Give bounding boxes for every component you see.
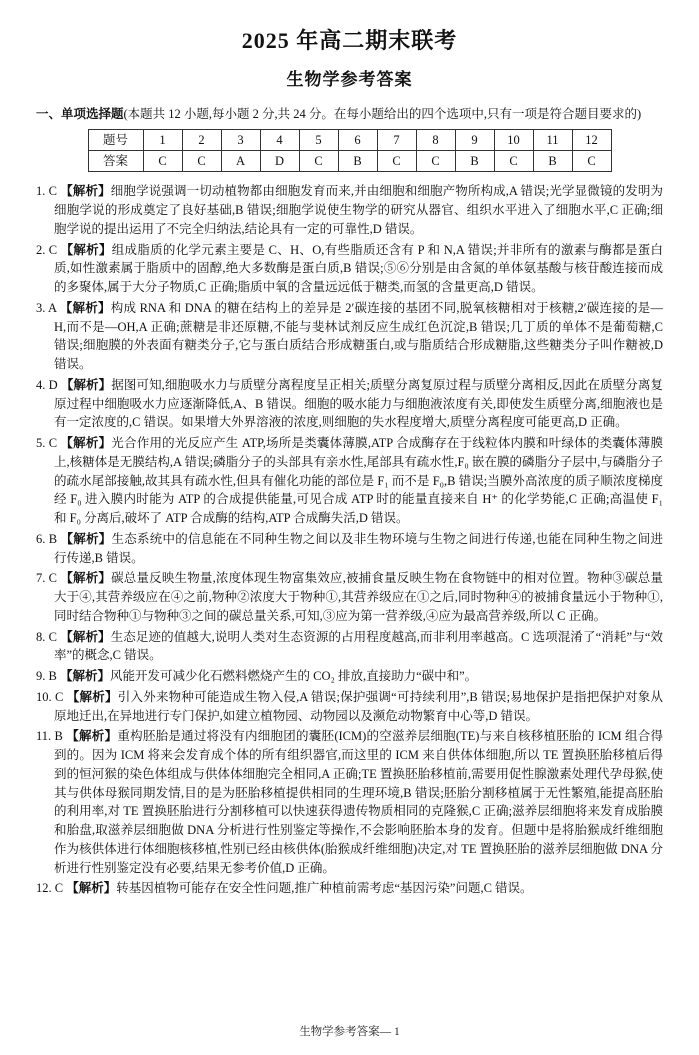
- explanation-item: [36, 879, 663, 898]
- explanation-text: 风能开发可减少化石燃料燃烧产生的 CO₂ 排放,直接助力“碳中和”。: [109, 669, 478, 683]
- answer-cell: B: [338, 151, 377, 172]
- question-number-cell: 11: [533, 130, 572, 151]
- answer-row: [88, 151, 611, 172]
- section-heading-note: (本题共 12 小题,每小题 2 分,共 24 分。在每小题给出的四个选项中,只有一项是符合题目要求的): [123, 106, 642, 121]
- explanation-item: [36, 628, 663, 666]
- explanation-text: 组成脂质的化学元素主要是 C、H、O,有些脂质还含有 P 和 N,A 错误;并非所有的激素与酶都是蛋白质,如性激素属于脂质中的固醇,绝大多数酶是蛋白质,B 错误;⑤⑥分别是由含氮的单体氨基酸与核苷酸连接而成的多聚体,属于大分子物质,C 正确;脂质中氧的含量远远低于糖类,而氢的含量更高,D 错误。: [54, 242, 663, 294]
- question-number-cell: 8: [416, 130, 455, 151]
- explanation-text: 生态系统中的信息能在不同种生物之间以及非生物环境与生物之间进行传递,也能在同种生物之间进行传递,B 错误。: [54, 531, 663, 565]
- explanation-number-answer: 9. B: [36, 669, 60, 683]
- analysis-label: 【解析】: [60, 571, 112, 586]
- answer-cell: B: [455, 151, 494, 172]
- analysis-label: 【解析】: [60, 531, 112, 546]
- answer-cell: A: [221, 151, 260, 172]
- question-number-cell: 3: [221, 130, 260, 151]
- explanation-item: [36, 569, 663, 625]
- explanation-item: [36, 182, 663, 238]
- explanation-number-answer: 6. B: [36, 531, 61, 546]
- answer-cell: C: [182, 151, 221, 172]
- explanation-number-answer: 8. C: [36, 629, 61, 644]
- analysis-label: 【解析】: [60, 436, 112, 450]
- question-number-cell: 1: [143, 130, 182, 151]
- row-header-cell: 答案: [88, 151, 143, 172]
- analysis-label: 【解析】: [60, 629, 111, 644]
- question-number-cell: 5: [299, 130, 338, 151]
- explanation-number-answer: 3. A: [36, 300, 60, 315]
- explanations-list: [36, 182, 663, 898]
- doc-title: 2025 年高二期末联考: [241, 28, 458, 53]
- doc-subtitle: 生物学参考答案: [286, 70, 413, 89]
- row-header-cell: 题号: [88, 130, 143, 151]
- question-number-cell: 10: [494, 130, 533, 151]
- analysis-label: 【解析】: [60, 377, 112, 392]
- analysis-label: 【解析】: [59, 300, 111, 315]
- question-number-cell: 6: [338, 130, 377, 151]
- explanation-number-answer: 11. B: [36, 729, 67, 744]
- section-heading: [36, 105, 663, 124]
- explanation-text: 构成 RNA 和 DNA 的糖在结构上的差异是 2′碳连接的基团不同,脱氧核糖相对于核糖,2′碳连接的是—H,而不是—OH,A 正确;蔗糖是非还原糖,不能与斐林试剂反应生成红色沉淀,B 错误;几丁质的单体不是葡萄糖,C 错误;细胞膜的外表面有糖类分子,它与蛋白质结合形成糖蛋白,或与脂质结合形成糖脂,这些糖类分子叫作糖被,D 错误。: [54, 300, 663, 371]
- answer-cell: C: [572, 151, 611, 172]
- answer-cell: C: [143, 151, 182, 172]
- answer-cell: C: [494, 151, 533, 172]
- answer-cell: C: [377, 151, 416, 172]
- question-number-cell: 9: [455, 130, 494, 151]
- explanation-number-answer: 1. C: [36, 184, 61, 199]
- explanation-item: [36, 688, 663, 726]
- explanation-number-answer: 5. C: [36, 436, 61, 450]
- explanation-item: [36, 727, 663, 877]
- question-number-cell: 12: [572, 130, 611, 151]
- question-number-cell: 4: [260, 130, 299, 151]
- explanation-item: [36, 667, 663, 686]
- analysis-label: 【解析】: [66, 689, 118, 704]
- explanation-text: 引入外来物种可能造成生物入侵,A 错误;保护强调“可持续利用”,B 错误;易地保护是指把保护对象从原地迁出,在异地进行专门保护,如建立植物园、动物园以及濒危动物繁育中心等,D 错误。: [54, 689, 663, 723]
- explanation-item: [36, 376, 663, 432]
- question-number-cell: 7: [377, 130, 416, 151]
- answer-table: [88, 129, 612, 172]
- page-footer-text: 生物学参考答案— 1: [299, 1025, 400, 1038]
- section-heading-label: 一、单项选择题: [36, 106, 124, 121]
- answer-cell: C: [299, 151, 338, 172]
- explanation-text: 生态足迹的值越大,说明人类对生态资源的占用程度越高,而非利用率越高。C 选项混淆了“消耗”与“效率”的概念,C 错误。: [54, 629, 663, 663]
- explanation-number-answer: 4. D: [36, 377, 61, 392]
- page-footer: [0, 1024, 699, 1041]
- explanation-item: [36, 530, 663, 568]
- explanation-item: [36, 434, 663, 528]
- analysis-label: 【解析】: [59, 669, 110, 683]
- answer-cell: C: [416, 151, 455, 172]
- answer-cell: D: [260, 151, 299, 172]
- analysis-label: 【解析】: [60, 242, 112, 257]
- explanation-text: 光合作用的光反应产生 ATP,场所是类囊体薄膜,ATP 合成酶存在于线粒体内膜和叶绿体的类囊体薄膜上,核糖体是无膜结构,A 错误;磷脂分子的头部具有亲水性,尾部具有疏水性,F₀ 嵌在膜的磷脂分子层中,与磷脂分子的疏水尾部接触,故其具有疏水性,但具有催化功能的部位是 F₁ 而不是 F₀,B 错误;当膜外高浓度的质子顺浓度梯度经 F₀ 进入膜内时能为 ATP 的合成提供能量,可见合成 ATP 时的能量直接来自 H⁺ 的化学势能,C 正确;高温使 F₁ 和 F₀ 分离后,破坏了 ATP 合成酶的结构,ATP 合成酶失活,D 错误。: [54, 436, 663, 525]
- analysis-label: 【解析】: [60, 184, 111, 199]
- explanation-item: [36, 241, 663, 297]
- explanation-text: 碳总量反映生物量,浓度体现生物富集效应,被捕食量反映生物在食物链中的相对位置。物种③碳总量大于④,其营养级应在④之前,物种②浓度大于物种①,其营养级应在①之后,同时物种④的被捕食量远小于物种①,同时结合物种①与物种③之间的碳总量关系,可知,③应为第一营养级,④应为最高营养级,所以 C 正确。: [54, 571, 663, 623]
- explanation-number-answer: 7. C: [36, 571, 61, 586]
- analysis-label: 【解析】: [66, 881, 117, 896]
- explanation-text: 重构胚胎是通过将没有内细胞团的囊胚(ICM)的空滋养层细胞(TE)与来自核移植胚胎的 ICM 组合得到的。因为 ICM 将来会发育成个体的所有组织器官,而这里的 ICM 来自供体体细胞,所以 TE 置换胚胎移植后得到的恒河猴的染色体组成与供体体细胞完全相同,A 正确;TE 置换胚胎移植前,需要用促性腺激素处理代孕母猴,使其与供体母猴同期发情,目的是为胚胎移植提供相同的生理环境,B 错误;胚胎分割移植属于无性繁殖,能提高胚胎的利用率,对 TE 置换胚胎进行分割移植可以快速获得遗传物质相同的克隆猴,C 正确;滋养层细胞将来发育成胎膜和胎盘,取滋养层细胞做 DNA 分析进行性别鉴定等操作,不会影响胚胎本身的发育。但题中是将胎猴成纤维细胞作为核供体进行体细胞核移植,性别已经由核供体(胎猴成纤维细胞)决定,对 TE 置换胚胎的滋养层细胞做 DNA 分析进行性别鉴定没有必要,结果无参考价值,D 正确。: [54, 729, 663, 875]
- explanation-number-answer: 12. C: [36, 881, 67, 896]
- answer-cell: B: [533, 151, 572, 172]
- question-number-cell: 2: [182, 130, 221, 151]
- explanation-item: [36, 299, 663, 374]
- analysis-label: 【解析】: [66, 729, 118, 744]
- explanation-number-answer: 10. C: [36, 689, 67, 704]
- question-number-row: [88, 130, 611, 151]
- explanation-text: 转基因植物可能存在安全性问题,推广种植前需考虑“基因污染”问题,C 错误。: [116, 881, 533, 896]
- explanation-text: 细胞学说强调一切动植物都由细胞发育而来,并由细胞和细胞产物所构成,A 错误;光学显微镜的发明为细胞学说的形成奠定了良好基础,B 错误;细胞学说使生物学的研究从器官、组织水平进入了细胞水平,C 正确;细胞学说的提出运用了不完全归纳法,结论具有一定的可靠性,D 错误。: [54, 184, 663, 236]
- explanation-number-answer: 2. C: [36, 242, 61, 257]
- explanation-text: 据图可知,细胞吸水力与质壁分离程度呈正相关;质壁分离复原过程与质壁分离相反,因此在质壁分离复原过程中细胞吸水力应逐渐降低,A、B 错误。细胞的吸水能力与细胞液浓度有关,即使发生质壁分离,细胞液也是有一定浓度的,C 错误。如果增大外界溶液的浓度,则细胞的失水程度增大,质壁分离程度可能更高,D 正确。: [54, 377, 663, 430]
